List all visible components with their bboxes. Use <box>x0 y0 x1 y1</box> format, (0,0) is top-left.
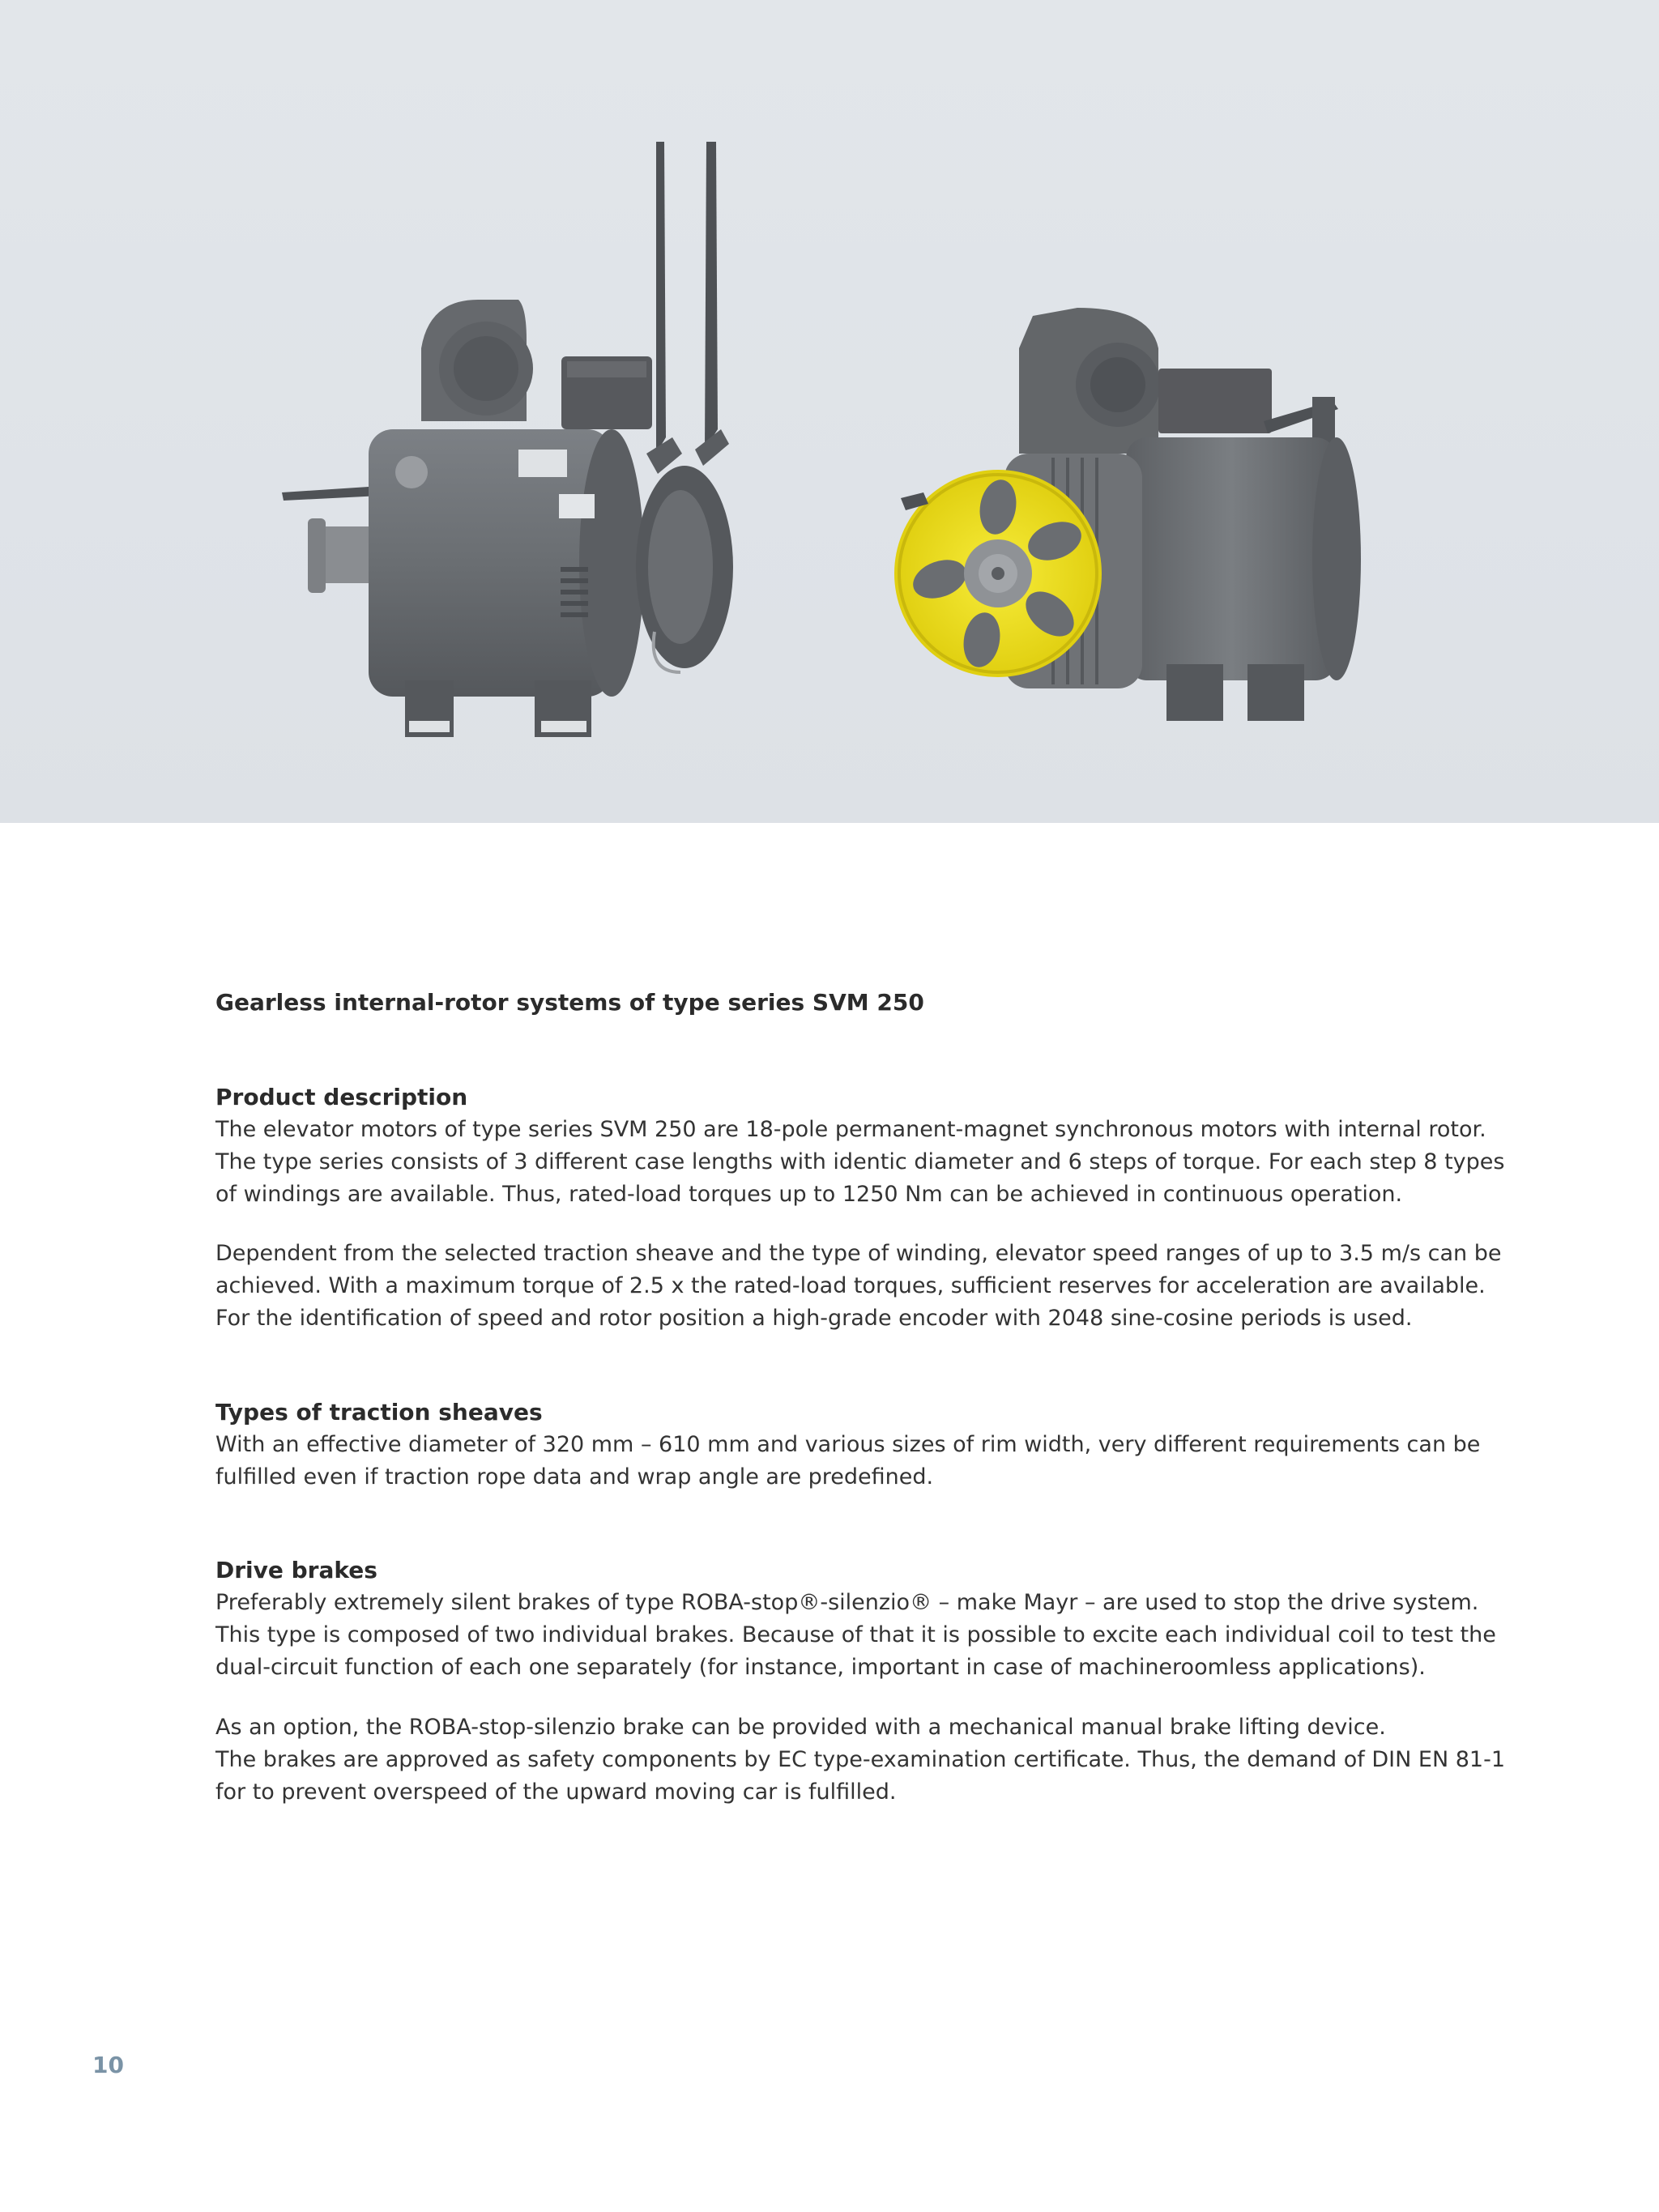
section-heading-product-description: Product description <box>215 1084 468 1110</box>
product-photo <box>0 0 1659 823</box>
right-motor <box>894 308 1361 721</box>
motor-illustration <box>0 0 1659 823</box>
page-title: Gearless internal-rotor systems of type series SVM 250 <box>215 989 924 1016</box>
paragraph-product-description-1: The elevator motors of type series SVM 250 are 18-pole permanent-magnet synchronous motors with internal rotor. The type series consists of 3 different case lengths with identic diameter and 6 steps of torque. For each step 8 types of windings are available. Thus, rated-load torques up to 1250 Nm can be achieved in continuous operation. <box>215 1117 1505 1207</box>
paragraph-product-description-2: Dependent from the selected traction sheave and the type of winding, elevator speed ranges of up to 3.5 m/s can be achieved. With a maximum torque of 2.5 x the rated-load torques, sufficient reserves for acceleration are available. For the identification of speed and rotor position a high-grade encoder with 2048 sine-cosine periods is used. <box>215 1241 1502 1331</box>
left-motor <box>282 142 733 737</box>
paragraph-traction-sheaves: With an effective diameter of 320 mm – 610 mm and various sizes of rim width, very different requirements can be fulfilled even if traction rope data and wrap angle are predefined. <box>215 1432 1481 1490</box>
page-number: 10 <box>92 2052 124 2078</box>
section-heading-traction-sheaves: Types of traction sheaves <box>215 1399 543 1426</box>
paragraph-drive-brakes-2: As an option, the ROBA-stop-silenzio brake can be provided with a mechanical manual brake lifting device. The brakes are approved as safety components by EC type-examination certificate. Thus, the demand of DIN EN 81-1 for to prevent overspeed of the upward moving car is fulfilled. <box>215 1715 1505 1805</box>
paragraph-drive-brakes-1: Preferably extremely silent brakes of type ROBA-stop®-silenzio® – make Mayr – are used to stop the drive system. This type is composed of two individual brakes. Because of that it is possible to excite each individual coil to test the dual-circuit function of each one separately (for instance, important in case of machineroomless applications). <box>215 1590 1496 1680</box>
section-heading-drive-brakes: Drive brakes <box>215 1557 377 1583</box>
